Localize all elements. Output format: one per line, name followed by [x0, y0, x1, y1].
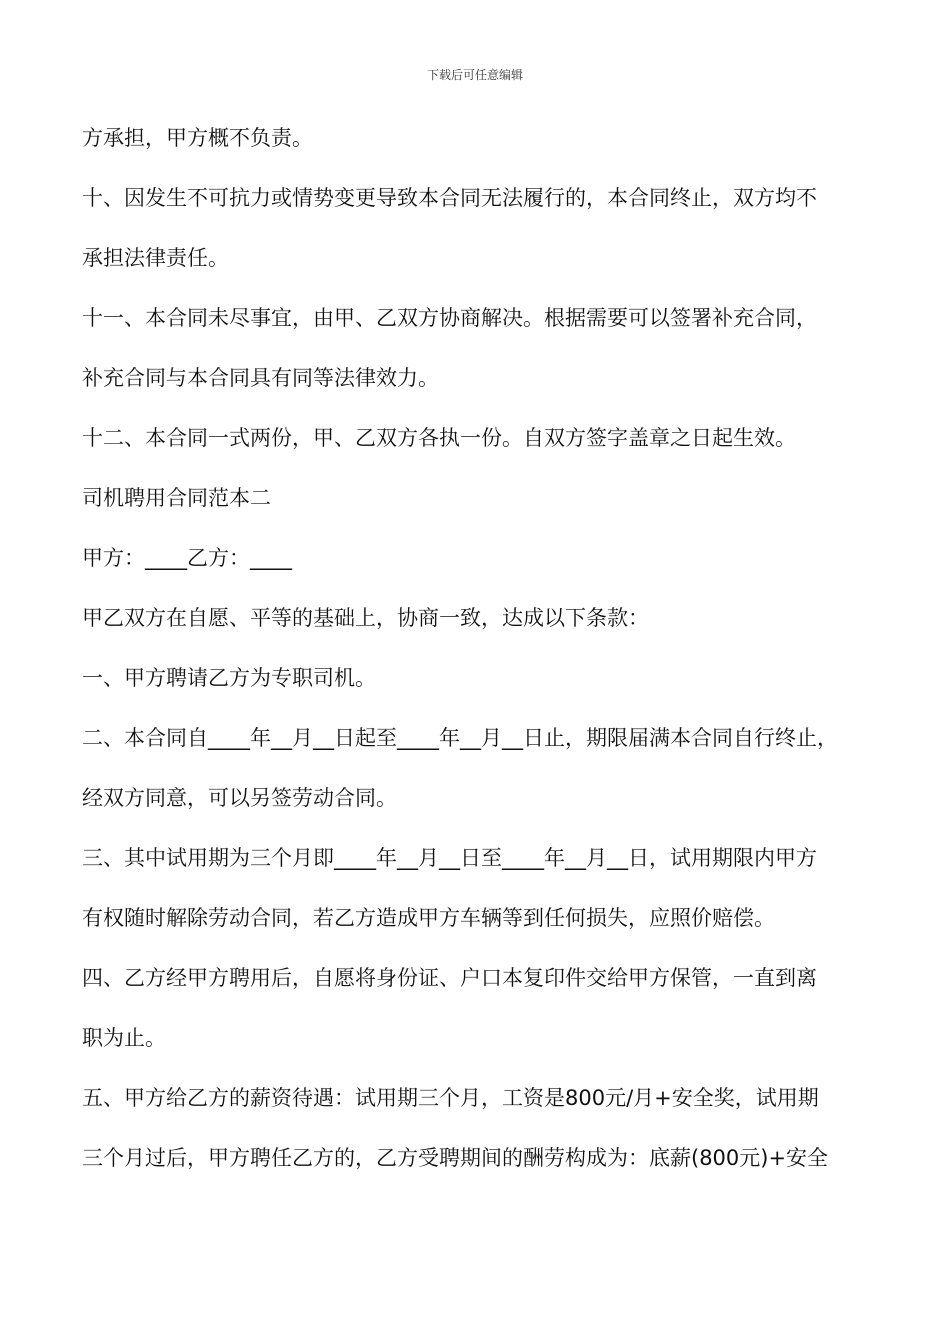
text-line: 十、因发生不可抗力或情势变更导致本合同无法履行的，本合同终止，双方均不 — [82, 186, 817, 210]
text-line: 十二、本合同一式两份，甲、乙双方各执一份。自双方签字盖章之日起生效。 — [82, 426, 796, 450]
text-line: 三个月过后，甲方聘任乙方的，乙方受聘期间的酬劳构成为：底薪(800元)+安全 — [82, 1146, 829, 1170]
text-line: 经双方同意，可以另签劳动合同。 — [82, 786, 397, 810]
text-line: 甲方：____乙方：____ — [82, 546, 292, 570]
text-line: 补充合同与本合同具有同等法律效力。 — [82, 366, 439, 390]
text-line: 二、本合同自____年__月__日起至____年__月__日止，期限届满本合同自行终止， — [82, 726, 838, 750]
text-line: 承担法律责任。 — [82, 246, 229, 270]
text-line: 四、乙方经甲方聘用后，自愿将身份证、户口本复印件交给甲方保管，一直到离 — [82, 966, 817, 990]
text-line: 三、其中试用期为三个月即____年__月__日至____年__月__日，试用期限内甲方 — [82, 846, 817, 870]
text-line: 职为止。 — [82, 1026, 166, 1050]
text-line: 方承担，甲方概不负责。 — [82, 126, 313, 150]
text-line: 一、甲方聘请乙方为专职司机。 — [82, 666, 376, 690]
header-note: 下载后可任意编辑 — [426, 68, 523, 82]
text-line: 十一、本合同未尽事宜，由甲、乙双方协商解决。根据需要可以签署补充合同， — [82, 306, 817, 330]
text-line: 五、甲方给乙方的薪资待遇：试用期三个月，工资是800元/月+安全奖，试用期 — [82, 1086, 819, 1110]
section-title: 司机聘用合同范本二 — [82, 486, 271, 510]
document-body — [82, 118, 882, 1198]
text-line: 甲乙双方在自愿、平等的基础上，协商一致，达成以下条款： — [82, 606, 649, 630]
text-line: 有权随时解除劳动合同，若乙方造成甲方车辆等到任何损失，应照价赔偿。 — [82, 906, 775, 930]
